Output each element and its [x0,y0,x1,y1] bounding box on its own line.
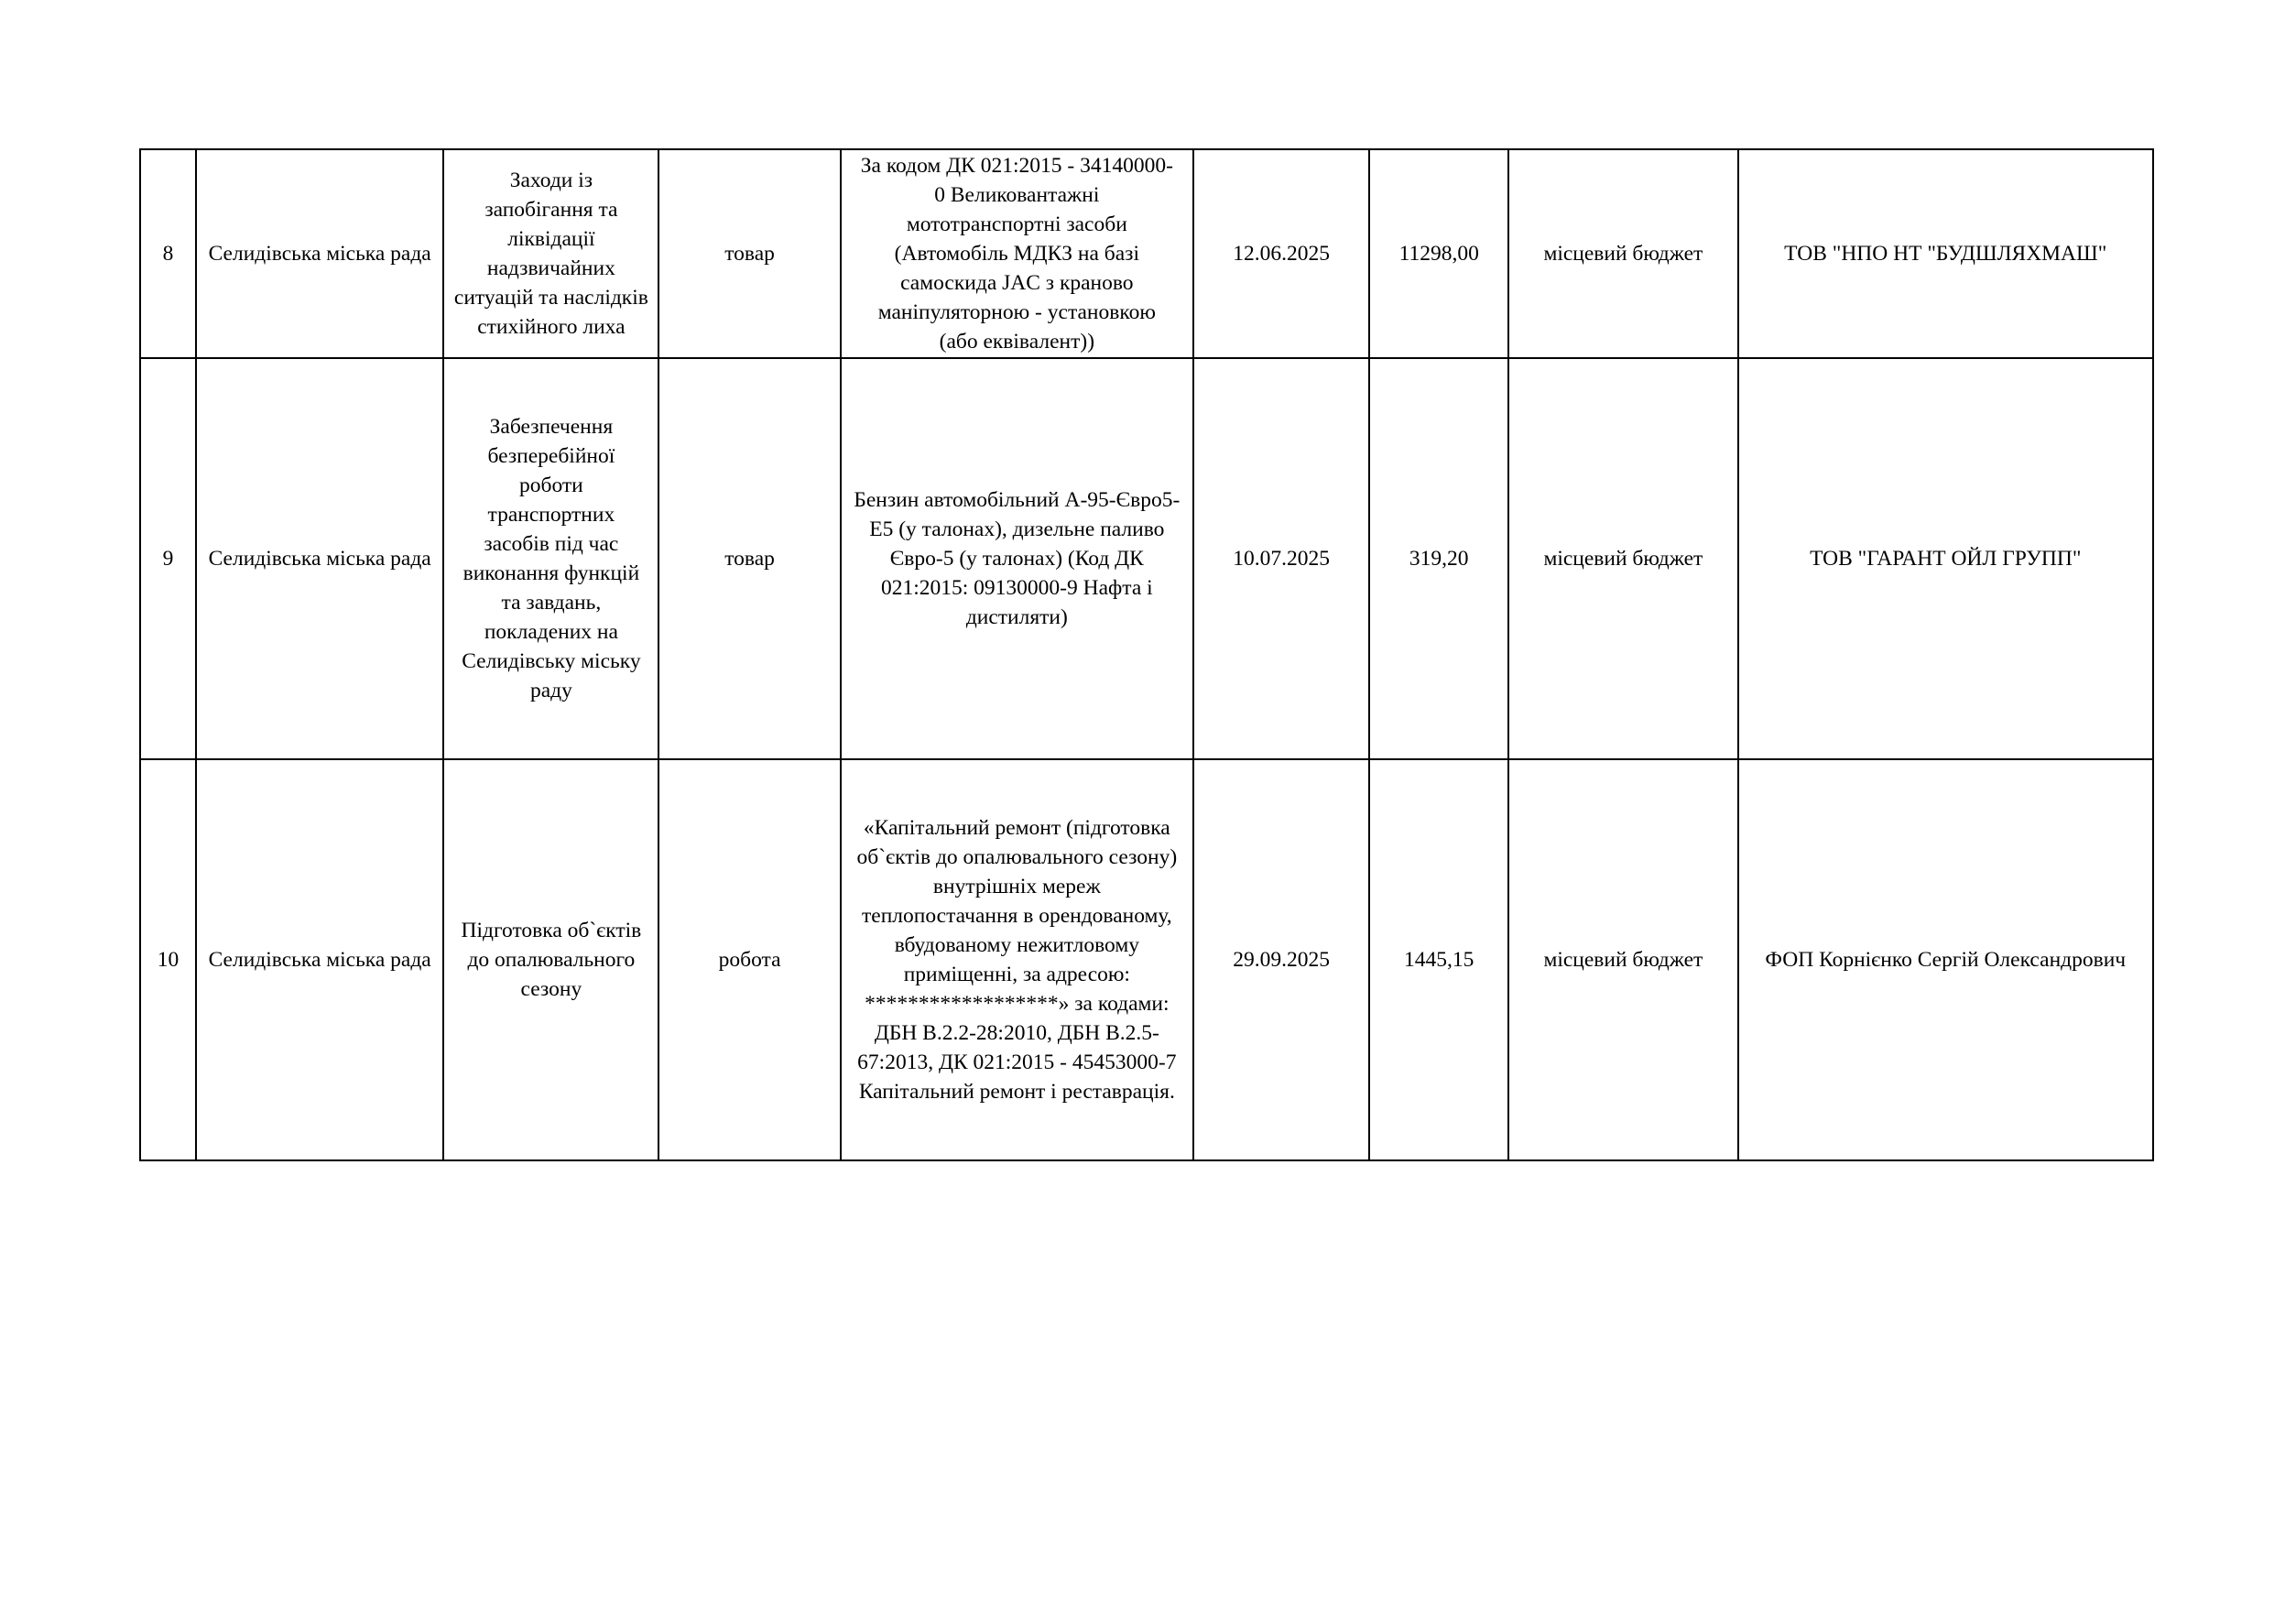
subject-cell: «Капітальний ремонт (підготовка об`єктів до опалювального сезону) внутрішніх мереж теплопостачання в орендованому, вбудованому нежитловому приміщенні, за адресою: ******************» за кодами: ДБН В.2.2-28:2010, ДБН В.2.5- 67:2013, ДК 021:2015 - 45453000-7 Капітальний ремонт і реставрація. [841,759,1193,1160]
amount-cell: 11298,00 [1369,149,1508,358]
row-number-cell: 9 [140,358,196,759]
date-cell: 29.09.2025 [1193,759,1369,1160]
date-cell: 10.07.2025 [1193,358,1369,759]
procurement-type-cell: товар [658,149,840,358]
purpose-cell: Підготовка об`єктів до опалювального сезону [443,759,658,1160]
table-row [140,358,2153,759]
table-row [140,149,2153,358]
procurement-type-cell: робота [658,759,840,1160]
customer-cell: Селидівська міська рада [196,149,443,358]
customer-cell: Селидівська міська рада [196,759,443,1160]
date-cell: 12.06.2025 [1193,149,1369,358]
row-number-cell: 8 [140,149,196,358]
funding-source-cell: місцевий бюджет [1508,149,1737,358]
purpose-cell: Забезпечення безперебійної роботи транспортних засобів під час виконання функцій та завдань, покладених на Селидівську міську раду [443,358,658,759]
supplier-cell: ТОВ "ГАРАНТ ОЙЛ ГРУПП" [1738,358,2153,759]
supplier-cell: ТОВ "НПО НТ "БУДШЛЯХМАШ" [1738,149,2153,358]
purpose-cell: Заходи із запобігання та ліквідації надзвичайних ситуацій та наслідків стихійного лиха [443,149,658,358]
funding-source-cell: місцевий бюджет [1508,358,1737,759]
supplier-cell: ФОП Корнієнко Сергій Олександрович [1738,759,2153,1160]
table-row [140,759,2153,1160]
funding-source-cell: місцевий бюджет [1508,759,1737,1160]
customer-cell: Селидівська міська рада [196,358,443,759]
row-number-cell: 10 [140,759,196,1160]
subject-cell: Бензин автомобільний А-95-Євро5- Е5 (у талонах), дизельне паливо Євро-5 (у талонах) (Код ДК 021:2015: 09130000-9 Нафта і дистиляти) [841,358,1193,759]
procurement-table [139,148,2154,1161]
subject-cell: За кодом ДК 021:2015 - 34140000- 0 Великовантажні мототранспортні засоби (Автомобіль МДКЗ на базі самоскида JAC з краново маніпуляторною - установкою (або еквівалент)) [841,149,1193,358]
procurement-type-cell: товар [658,358,840,759]
amount-cell: 319,20 [1369,358,1508,759]
amount-cell: 1445,15 [1369,759,1508,1160]
